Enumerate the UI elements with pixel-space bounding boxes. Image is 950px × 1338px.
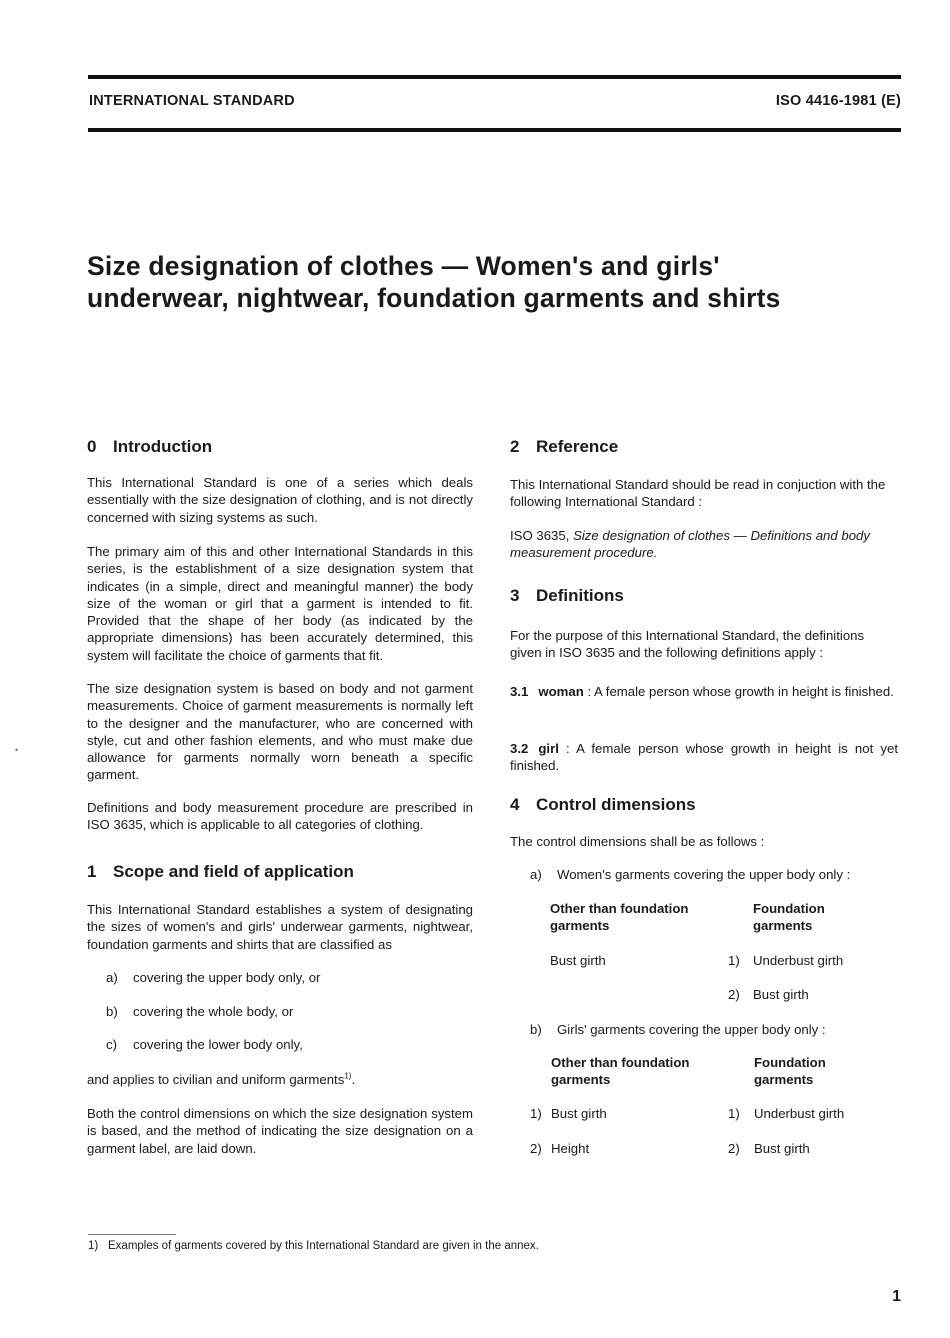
- reference-code: ISO 3635,: [510, 528, 570, 543]
- table-cell-number: 2): [530, 1141, 542, 1156]
- intro-paragraph: The primary aim of this and other International Standards in this series, is the establishment of a size designation system that indicates (in a simple, direct and meaningful manner) the body size of the woman or girl that a garment is intended to fit. Provided that the shape of her body (as indicated by the appropriate dimensions) has been accurately determined, this system will facilitate the choice of garments that fit.: [87, 544, 473, 663]
- definition-item: [510, 683, 898, 700]
- section-title: Reference: [536, 437, 619, 456]
- right-column: [510, 0, 898, 1338]
- header-line: Foundation: [754, 1055, 826, 1070]
- definition-number: 3.2: [510, 741, 529, 756]
- header-line: garments: [754, 1072, 814, 1088]
- header-line: Foundation: [753, 901, 825, 916]
- section-3-heading: [510, 587, 624, 604]
- control-paragraph: The control dimensions shall be as follows :: [510, 834, 765, 849]
- intro-paragraph: This International Standard is one of a series which deals essentially with the size designation of clothing, and is not directly concerned with sizing systems as such.: [87, 475, 473, 525]
- section-title: Control dimensions: [536, 795, 696, 814]
- section-2-heading: [510, 438, 618, 455]
- header-line: garments: [550, 918, 610, 934]
- table-cell: Bust girth: [551, 1106, 607, 1121]
- table-cell-number: 1): [728, 1106, 740, 1121]
- reference-paragraph: This International Standard should be read in conjuction with the following International Standard :: [510, 477, 886, 510]
- table-cell-number: 1): [530, 1106, 542, 1121]
- scope-paragraph: This International Standard establishes a system of designating the sizes of women's and girls' underwear garments, nightwear, foundation garments and shirts that are classified as: [87, 902, 473, 952]
- list-item: [106, 1003, 293, 1020]
- control-group-caption: [530, 1021, 826, 1038]
- footnote-label: 1): [88, 1240, 99, 1252]
- footnote-text: Examples of garments covered by this International Standard are given in the annex.: [108, 1240, 539, 1252]
- definition-term: girl: [538, 741, 559, 756]
- footnote-reference[interactable]: 1): [344, 1071, 352, 1081]
- section-number: 2: [510, 437, 520, 456]
- control-group-text: Girls' garments covering the upper body only :: [557, 1022, 826, 1037]
- header-line: Other than foundation: [551, 1055, 690, 1070]
- table-header-foundation: [753, 900, 825, 935]
- list-item-text: covering the whole body, or: [133, 1004, 294, 1019]
- stray-mark: •: [15, 745, 19, 755]
- section-number: 3: [510, 586, 520, 605]
- list-item: [106, 1036, 303, 1053]
- footnote-rule: [88, 1234, 176, 1235]
- list-item-text: covering the upper body only, or: [133, 970, 321, 985]
- control-group-text: Women's garments covering the upper body only :: [557, 867, 851, 882]
- section-title: Definitions: [536, 586, 624, 605]
- definition-term: woman: [538, 684, 584, 699]
- header-line: garments: [753, 918, 813, 934]
- section-1-heading: [87, 863, 354, 880]
- section-number: 1: [87, 862, 97, 881]
- section-title: Introduction: [113, 437, 213, 456]
- table-cell: Bust girth: [753, 987, 809, 1002]
- definition-number: 3.1: [510, 684, 529, 699]
- definition-text: : A female person whose growth in height is not yet finished.: [510, 741, 898, 774]
- reference-citation: [510, 527, 898, 562]
- table-header-foundation: [754, 1054, 826, 1089]
- scope-applies-text: [87, 1071, 473, 1088]
- table-header-non-foundation: [550, 900, 688, 935]
- title-line-2: underwear, nightwear, foundation garments and shirts: [87, 283, 781, 313]
- table-cell: Underbust girth: [754, 1106, 845, 1121]
- header-standard-type: INTERNATIONAL STANDARD: [89, 93, 295, 109]
- control-group-label: a): [530, 867, 542, 882]
- scope-applies-main: and applies to civilian and uniform garments: [87, 1072, 345, 1087]
- definition-item: [510, 740, 898, 775]
- section-number: 0: [87, 437, 97, 456]
- control-group-label: b): [530, 1022, 542, 1037]
- title-line-1: Size designation of clothes — Women's and girls': [87, 251, 720, 281]
- list-item-text: covering the lower body only,: [133, 1037, 303, 1052]
- section-4-heading: [510, 796, 696, 813]
- definitions-paragraph: For the purpose of this International Standard, the definitions given in ISO 3635 and the following definitions apply :: [510, 628, 865, 661]
- table-cell-number: 2): [728, 1141, 740, 1156]
- list-item: [106, 969, 320, 986]
- section-0-heading: [87, 438, 212, 455]
- header-line: Other than foundation: [550, 901, 689, 916]
- scope-closing-paragraph: Both the control dimensions on which the size designation system is based, and the method of indicating the size designation on a garment label, are laid down.: [87, 1106, 473, 1156]
- header-line: garments: [551, 1072, 611, 1088]
- table-cell: Underbust girth: [753, 953, 844, 968]
- section-number: 4: [510, 795, 520, 814]
- table-cell-number: 2): [728, 987, 740, 1002]
- header-standard-number: ISO 4416-1981 (E): [775, 93, 901, 109]
- table-header-non-foundation: [551, 1054, 689, 1089]
- section-title: Scope and field of application: [113, 862, 354, 881]
- intro-paragraph: The size designation system is based on body and not garment measurements. Choice of garment measurements is normally left to the designer and the manufacturer, who are concerned with style, cut and other fashion elements, and who must make due allowance for garments normally worn beneath a specific garment.: [87, 681, 473, 783]
- scope-applies-end: .: [351, 1072, 356, 1087]
- list-item-label: b): [106, 1004, 118, 1019]
- list-item-label: c): [106, 1037, 117, 1052]
- list-item-label: a): [106, 970, 118, 985]
- footnote: [88, 1240, 539, 1252]
- page-number: 1: [892, 1288, 901, 1305]
- control-group-caption: [530, 866, 850, 883]
- table-cell: Bust girth: [550, 953, 606, 968]
- table-cell-number: 1): [728, 953, 740, 968]
- definition-text: : A female person whose growth in height is finished.: [583, 684, 894, 699]
- intro-paragraph: Definitions and body measurement procedure are prescribed in ISO 3635, which is applicable to all categories of clothing.: [87, 800, 473, 833]
- reference-title: Size designation of clothes — Definitions and body measurement procedure.: [510, 528, 870, 561]
- table-cell: Bust girth: [754, 1141, 810, 1156]
- table-cell: Height: [551, 1141, 590, 1156]
- left-column: [87, 0, 473, 1338]
